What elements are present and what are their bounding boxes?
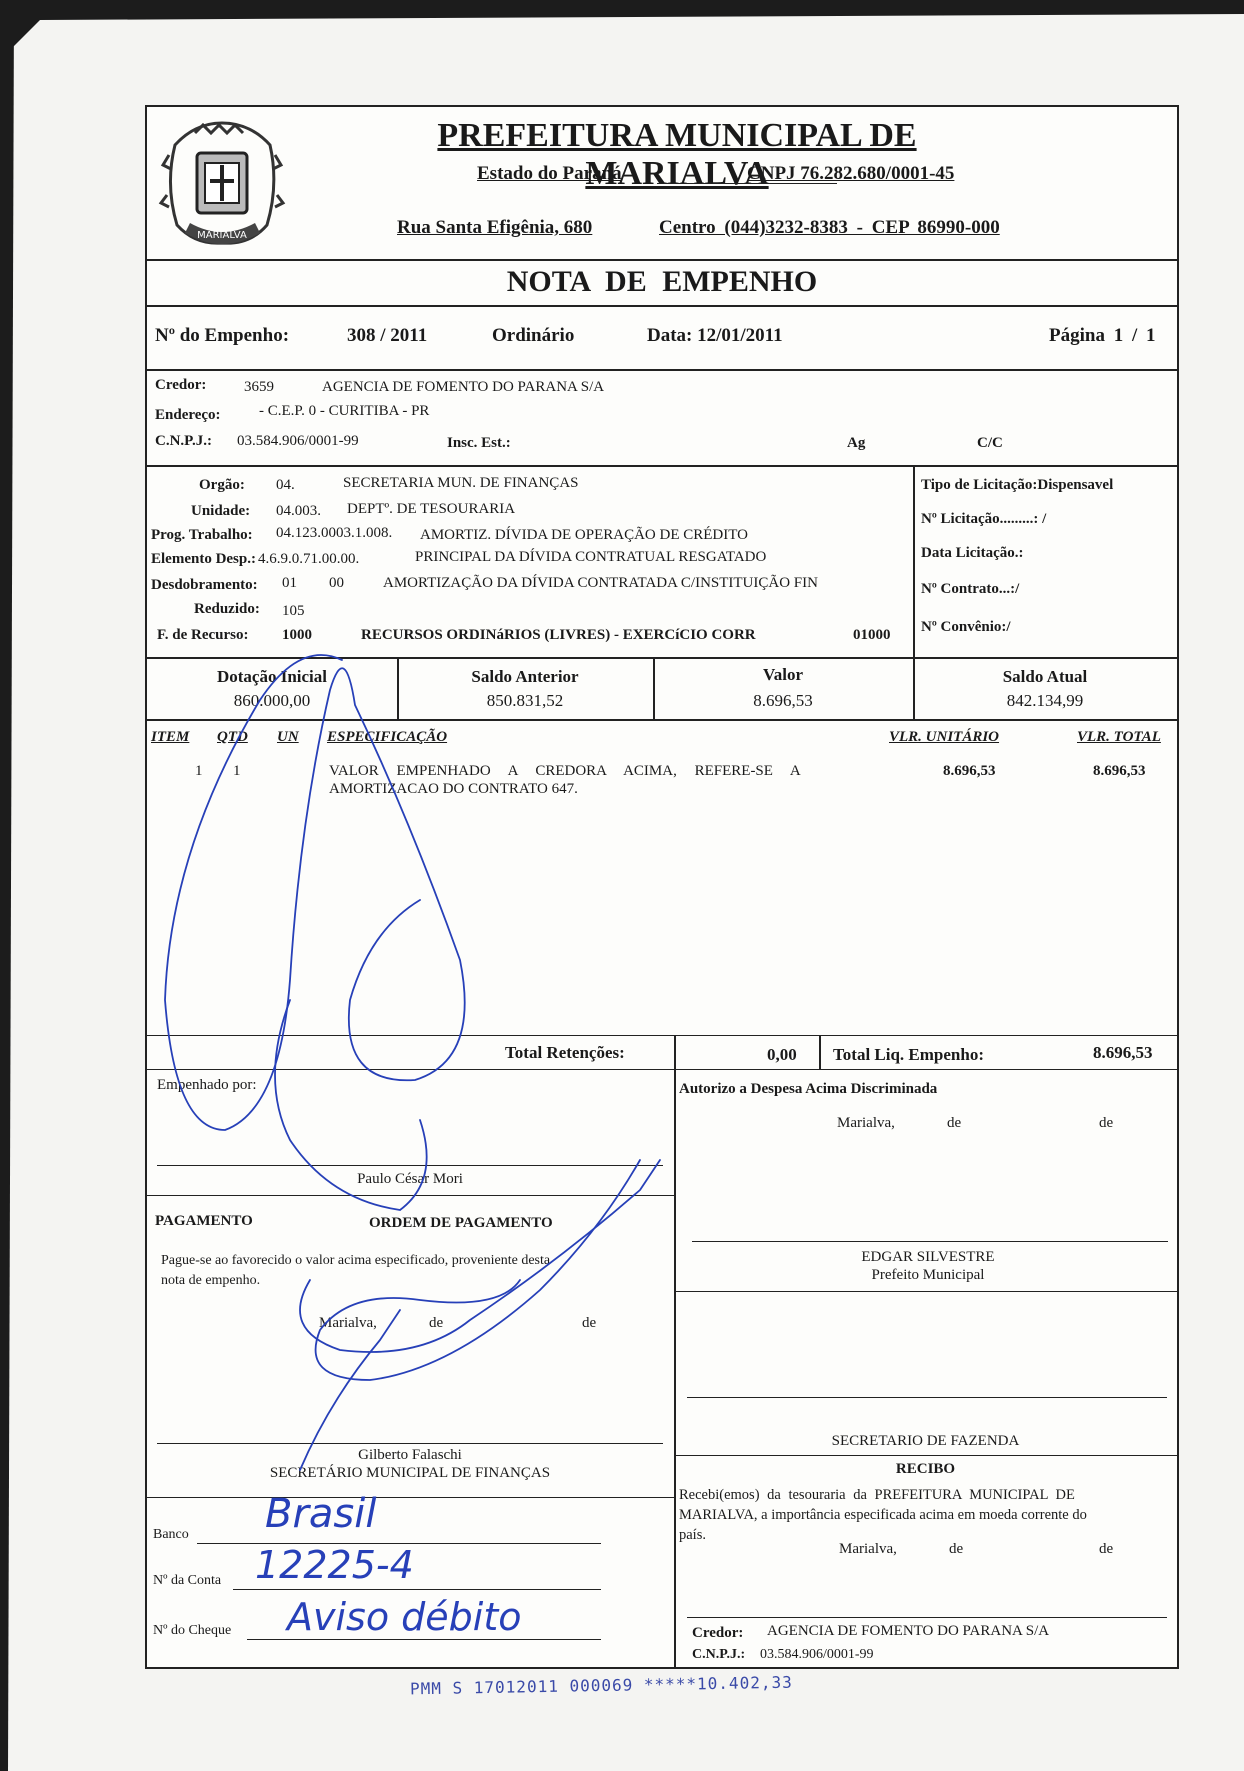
ag-label: Ag [847,435,866,451]
secretario-fazenda: SECRETARIO DE FAZENDA [831,1433,1020,1449]
recibo-text-1: Recebi(emos) da tesouraria da PREFEITURA MUNICIPAL DE [679,1487,1075,1503]
municipality-title: PREFEITURA MUNICIPAL DE MARIALVA [437,117,917,192]
valor-value: 8.696,53 [753,691,813,710]
empenho-number: 308 / 2011 [347,325,428,346]
recibo-cnpj: 03.584.906/0001-99 [760,1647,874,1662]
elemento-label: Elemento Desp.: [151,551,256,567]
insc-est-label: Insc. Est.: [447,435,511,451]
numero-convenio: Nº Convênio:/ [921,619,1011,635]
crest-banner-text: MARIALVA [197,230,247,241]
reduzido-label: Reduzido: [194,601,260,617]
credor-code: 3659 [244,379,274,395]
row-espec-line2: AMORTIZACAO DO CONTRATO 647. [329,781,578,797]
saldo-atual-value: 842.134,99 [1006,691,1084,710]
autorizo-de2: de [1099,1115,1114,1131]
total-liquido-label: Total Liq. Empenho: [833,1045,984,1064]
row-qtd: 1 [233,763,241,779]
unidade-name: DEPTº. DE TESOURARIA [347,501,516,517]
nota-de-empenho-form [145,105,1179,1669]
total-retencoes-label: Total Retenções: [505,1043,625,1062]
desdobramento-code1: 01 [282,575,297,591]
recibo-cnpj-label: C.N.P.J.: [692,1647,746,1662]
col-unit-header: VLR. UNITÁRIO [889,729,1000,745]
pagamento-de2: de [582,1315,597,1331]
document-title: NOTA DE EMPENHO [506,265,818,298]
recibo-text-2: MARIALVA, a importância especificada acima em moeda corrente do [679,1507,1087,1523]
desdobramento-code2: 00 [329,575,344,591]
pagamento-text-2: nota de empenho. [161,1273,261,1288]
cheque-value: Aviso débito [287,1595,522,1639]
row-item: 1 [195,763,203,779]
prog-trabalho-name: AMORTIZ. DÍVIDA DE OPERAÇÃO DE CRÉDITO [420,527,748,543]
saldo-atual-label: Saldo Atual [1002,667,1088,686]
payment-stamp: PMM S 17012011 000069 *****10.402,33 [409,1672,793,1699]
credor-cnpj-label: C.N.P.J.: [155,433,212,449]
address-label: Endereço: [155,407,221,423]
total-liquido-value: 8.696,53 [1093,1043,1153,1062]
empenho-type: Ordinário [492,325,575,346]
recibo-place: Marialva, [839,1541,897,1557]
pagamento-text-1: Pague-se ao favorecido o valor acima especificado, proveniente desta [161,1253,551,1268]
fonte-recurso-label: F. de Recurso: [157,627,249,643]
dotacao-inicial-label: Dotação Inicial [216,667,328,686]
prog-trabalho-code: 04.123.0003.1.008. [276,525,393,541]
banco-value: Brasil [265,1491,377,1537]
col-espec-header: ESPECIFICAÇÃO [327,729,448,745]
recibo-de1: de [949,1541,964,1557]
recibo-title: RECIBO [895,1461,956,1477]
recibo-credor-name: AGENCIA DE FOMENTO DO PARANA S/A [767,1623,1050,1639]
crest-logo [155,115,290,257]
fonte-recurso-code: 1000 [282,627,312,643]
prefeitura-cnpj: CNPJ 76.282.680/0001-45 [747,163,955,184]
credor-cnpj: 03.584.906/0001-99 [237,433,359,449]
numero-contrato: Nº Contrato...:/ [921,581,1020,597]
fonte-recurso-name: RECURSOS ORDINáRIOS (LIVRES) - EXERCíCIO CORR [361,627,756,643]
address-contact: Centro (044)3232-8383 - CEP 86990-000 [659,217,1000,238]
elemento-code: 4.6.9.0.71.00.00. [258,551,360,567]
conta-label: Nº da Conta [153,1573,222,1588]
autorizo-title: Autorizo a Despesa Acima Discriminada [679,1081,938,1097]
recibo-de2: de [1099,1541,1114,1557]
orgao-code: 04. [276,477,295,493]
tipo-licitacao: Tipo de Licitação:Dispensavel [921,477,1114,493]
fonte-recurso-number: 01000 [853,627,891,643]
pagamento-label: PAGAMENTO [155,1213,253,1229]
autorizo-place: Marialva, [837,1115,895,1131]
saldo-anterior-label: Saldo Anterior [471,667,579,686]
prog-trabalho-label: Prog. Trabalho: [151,527,253,543]
unidade-code: 04.003. [276,503,321,519]
desdobramento-label: Desdobramento: [151,577,258,593]
conta-value: 12225-4 [255,1543,414,1587]
cc-label: C/C [977,435,1003,451]
budget-block [147,471,913,657]
orgao-label: Orgão: [199,477,245,493]
banco-label: Banco [153,1527,189,1542]
recibo-text-3: país. [679,1527,706,1543]
autorizo-de1: de [947,1115,962,1131]
elemento-name: PRINCIPAL DA DÍVIDA CONTRATUAL RESGATADO [415,549,767,565]
data-licitacao: Data Licitação.: [921,545,1024,561]
orgao-name: SECRETARIA MUN. DE FINANÇAS [343,475,579,491]
col-total-header: VLR. TOTAL [1077,729,1161,745]
row-unit-value: 8.696,53 [943,763,996,779]
prefeito-name: EDGAR SILVESTRE [861,1249,995,1265]
row-total-value: 8.696,53 [1093,763,1146,779]
empenhado-por-label: Empenhado por: [157,1077,257,1093]
saldo-anterior-value: 850.831,52 [486,691,564,710]
page-number: Página 1 / 1 [1049,325,1156,346]
empenho-date: Data: 12/01/2011 [647,325,783,346]
credor-address: - C.E.P. 0 - CURITIBA - PR [259,403,430,419]
empenho-number-label: Nº do Empenho: [155,325,290,346]
reduzido-value: 105 [282,603,305,619]
total-retencoes-value: 0,00 [767,1045,797,1064]
recibo-credor-label: Credor: [692,1625,744,1641]
valor-label: Valor [763,665,803,684]
prefeito-role: Prefeito Municipal [871,1267,985,1283]
col-qtd-header: QTD [217,729,248,745]
col-un-header: UN [277,729,299,745]
desdobramento-name: AMORTIZAÇÃO DA DÍVIDA CONTRATADA C/INSTITUIÇÃO FIN [383,575,818,591]
secretario-financas-role: SECRETÁRIO MUNICIPAL DE FINANÇAS [269,1465,551,1481]
cheque-label: Nº do Cheque [153,1623,232,1638]
credor-label: Credor: [155,377,207,393]
secretario-financas-name: Gilberto Falaschi [358,1447,462,1463]
unidade-label: Unidade: [191,503,251,519]
numero-licitacao: Nº Licitação.........: / [921,511,1047,527]
pagamento-place: Marialva, [319,1315,377,1331]
credor-name: AGENCIA DE FOMENTO DO PARANA S/A [322,379,605,395]
street-address: Rua Santa Efigênia, 680 [397,217,593,238]
empenhado-signer: Paulo César Mori [357,1171,463,1187]
col-item-header: ITEM [151,729,190,745]
state-label: Estado do Paraná [477,163,622,184]
pagamento-de1: de [429,1315,444,1331]
dotacao-inicial-value: 860.000,00 [233,691,311,710]
ordem-pagamento-label: ORDEM DE PAGAMENTO [369,1215,553,1231]
table-row [147,763,1177,813]
row-espec-line1: VALOR EMPENHADO A CREDORA ACIMA, REFERE-SE A [329,763,801,779]
